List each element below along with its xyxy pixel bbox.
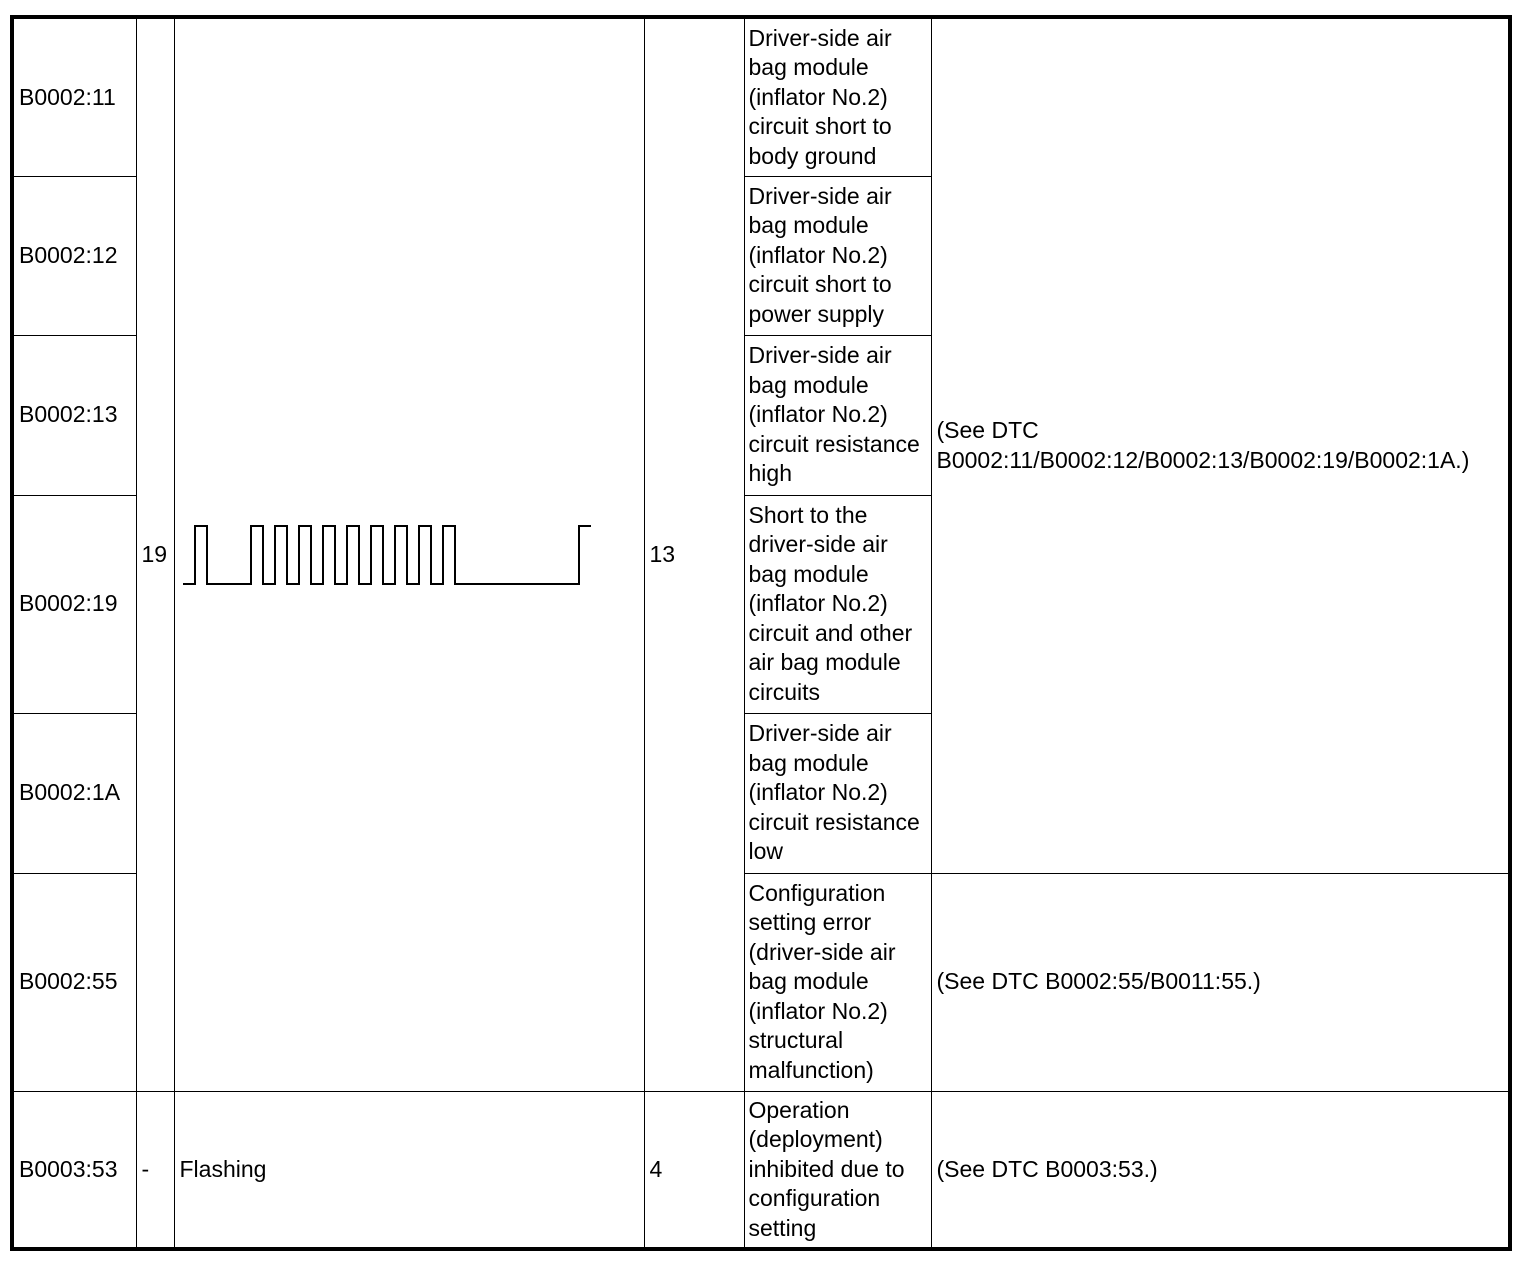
table-row bbox=[12, 17, 1510, 176]
indicator-pattern-cell: Flashing bbox=[174, 1091, 644, 1249]
description-cell: Short to the driver-side air bag module (inflator No.2) circuit and other air bag module circuits bbox=[744, 495, 931, 713]
pattern-number-cell: 19 bbox=[136, 17, 174, 1091]
dtc-code-cell: B0002:13 bbox=[12, 335, 136, 495]
dtc-code-cell: B0002:11 bbox=[12, 17, 136, 176]
dtc-code-cell: B0002:1A bbox=[12, 713, 136, 873]
blink-pattern-icon bbox=[181, 523, 601, 587]
dtc-code-cell: B0002:55 bbox=[12, 873, 136, 1091]
flash-count-cell: 13 bbox=[644, 17, 744, 1091]
reference-cell: (See DTC B0002:55/B0011:55.) bbox=[931, 873, 1510, 1091]
flash-count-cell: 4 bbox=[644, 1091, 744, 1249]
reference-cell: (See DTC B0003:53.) bbox=[931, 1091, 1510, 1249]
dtc-table bbox=[10, 15, 1512, 1251]
indicator-pattern-cell bbox=[174, 17, 644, 1091]
description-cell: Operation (deployment) inhibited due to configuration setting bbox=[744, 1091, 931, 1249]
description-cell: Driver-side air bag module (inflator No.2) circuit resistance low bbox=[744, 713, 931, 873]
reference-cell: (See DTC B0002:11/B0002:12/B0002:13/B0002:19/B0002:1A.) bbox=[931, 17, 1510, 873]
description-cell: Configuration setting error (driver-side air bag module (inflator No.2) structural malfunction) bbox=[744, 873, 931, 1091]
description-cell: Driver-side air bag module (inflator No.2) circuit resistance high bbox=[744, 335, 931, 495]
table-row bbox=[12, 1091, 1510, 1249]
dtc-code-cell: B0003:53 bbox=[12, 1091, 136, 1249]
pattern-number-cell: - bbox=[136, 1091, 174, 1249]
description-cell: Driver-side air bag module (inflator No.2) circuit short to power supply bbox=[744, 176, 931, 335]
description-cell: Driver-side air bag module (inflator No.2) circuit short to body ground bbox=[744, 17, 931, 176]
dtc-code-cell: B0002:19 bbox=[12, 495, 136, 713]
dtc-code-cell: B0002:12 bbox=[12, 176, 136, 335]
